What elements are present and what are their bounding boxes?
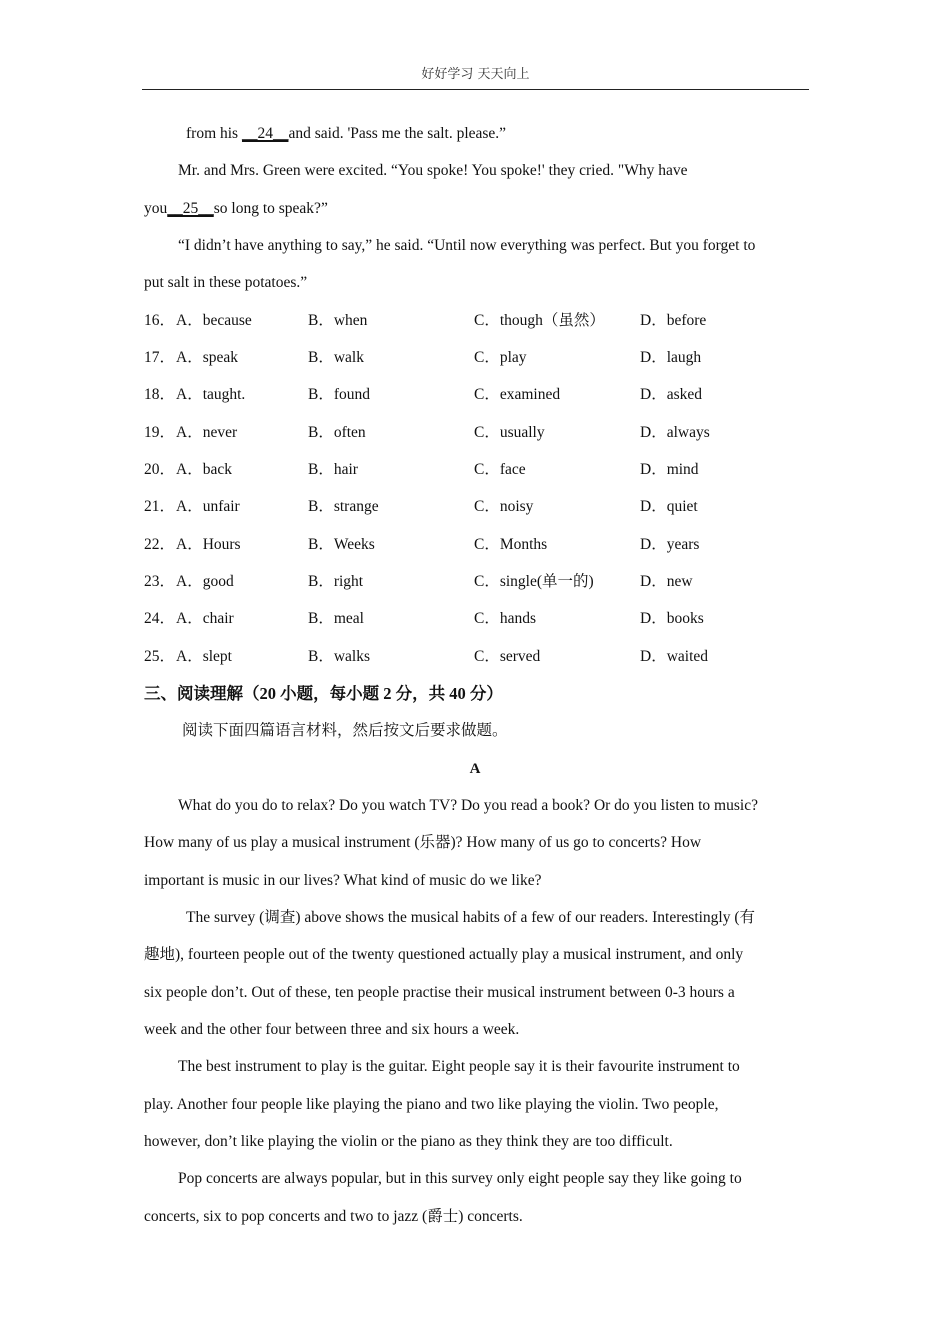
option-b: B．strange [308,498,379,515]
option-d: D．laugh [640,349,702,366]
question-23-options [144,572,784,592]
option-d: D．mind [640,461,699,478]
option-c: C．examined [474,386,561,403]
question-number: 25． [144,648,176,665]
option-d: D．new [640,573,693,590]
option-b: B．Weeks [308,536,375,553]
option-c: C．usually [474,424,545,441]
option-d: D．always [640,424,710,441]
option-a: A．taught. [176,386,246,403]
passage-line-5: put salt in these potatoes.” [144,274,308,291]
question-number: 24． [144,610,176,627]
option-b: B．walks [308,648,371,665]
passage-letter: A [469,761,481,777]
option-d: D．waited [640,648,709,665]
option-a: A．never [176,424,238,441]
question-number: 23． [144,573,176,590]
option-a: A．good [176,573,234,590]
passage-line-1-pre: from his [186,125,242,142]
option-d: D．years [640,536,700,553]
question-22-options [144,535,784,555]
question-number: 16． [144,312,176,329]
option-a: A．slept [176,648,232,665]
question-16-options [144,311,784,331]
passage-a-p2-line-1: The survey (调查) above shows the musical habits of a few of our readers. Interestingly (有 [186,909,756,926]
option-c: C．play [474,349,527,366]
passage-a-p3-line-3: however, don’t like playing the violin or the piano as they think they are too difficult. [144,1133,673,1150]
passage-a-p4-line-2: concerts, six to pop concerts and two to jazz (爵士) concerts. [144,1208,523,1225]
option-b: B．when [308,312,368,329]
passage-line-3-pre: you [144,200,168,217]
option-b: B．meal [308,610,364,627]
option-a: A．chair [176,610,234,627]
blank-24: __24__ [241,125,289,142]
question-20-options [144,460,784,480]
passage-line-3 [144,199,328,219]
option-d: D．quiet [640,498,698,515]
page-header: 好好学习 天天向上 [142,62,809,90]
option-c: C．noisy [474,498,534,515]
option-a: A．unfair [176,498,240,515]
passage-a-p2-line-3: six people don’t. Out of these, ten people practise their musical instrument between 0-3 hours a [144,984,735,1001]
question-19-options [144,423,784,443]
question-number: 19． [144,424,176,441]
option-a: A．because [176,312,252,329]
option-b: B．right [308,573,364,590]
option-c: C．face [474,461,526,478]
option-c: C．served [474,648,541,665]
passage-line-1 [186,124,506,144]
question-number: 21． [144,498,176,515]
question-number: 18． [144,386,176,403]
option-c: C．Months [474,536,548,553]
option-b: B．often [308,424,366,441]
passage-a-p3-line-1: The best instrument to play is the guitar. Eight people say it is their favourite instrument to [178,1058,740,1075]
option-a: A．speak [176,349,238,366]
question-number: 20． [144,461,176,478]
option-b: B．found [308,386,371,403]
passage-line-3-post: so long to speak?” [213,200,328,217]
passage-a-p1-line-2: How many of us play a musical instrument (乐器)? How many of us go to concerts? How [144,834,702,851]
passage-a-p3-line-2: play. Another four people like playing the piano and two like playing the violin. Two people, [144,1096,719,1113]
option-b: B．walk [308,349,364,366]
option-c: C．hands [474,610,537,627]
blank-25: __25__ [167,200,214,217]
option-d: D．books [640,610,704,627]
passage-a-p4-line-1: Pop concerts are always popular, but in this survey only eight people say they like going to [178,1170,742,1187]
passage-a-p1-line-1: What do you do to relax? Do you watch TV? Do you read a book? Or do you listen to music? [178,797,758,814]
question-21-options [144,497,784,517]
passage-line-1-post: and said. 'Pass me the salt. please.” [288,125,507,142]
section-instruction: 阅读下面四篇语言材料，然后按文后要求做题。 [182,722,508,739]
option-a: A．Hours [176,536,241,553]
question-25-options [144,647,784,667]
passage-a-p1-line-3: important is music in our lives? What kind of music do we like? [144,872,542,889]
passage-line-2: Mr. and Mrs. Green were excited. “You spoke! You spoke!' they cried. "Why have [178,162,688,179]
passage-a-p2-line-2: 趣地), fourteen people out of the twenty questioned actually play a musical instrument, and only [144,946,744,963]
section-title: 三、阅读理解（20 小题，每小题 2 分，共 40 分） [144,684,503,703]
option-c: C．single(单一的) [474,573,594,590]
passage-line-4: “I didn’t have anything to say,” he said. “Until now everything was perfect. But you forget to [178,237,756,254]
question-number: 22． [144,536,176,553]
passage-a-p2-line-4: week and the other four between three and six hours a week. [144,1021,520,1038]
option-d: D．before [640,312,707,329]
option-c: C．though（虽然） [474,312,605,329]
option-d: D．asked [640,386,702,403]
question-18-options [144,385,784,405]
option-a: A．back [176,461,232,478]
question-number: 17． [144,349,176,366]
question-17-options [144,348,784,368]
question-24-options [144,609,784,629]
option-b: B．hair [308,461,358,478]
